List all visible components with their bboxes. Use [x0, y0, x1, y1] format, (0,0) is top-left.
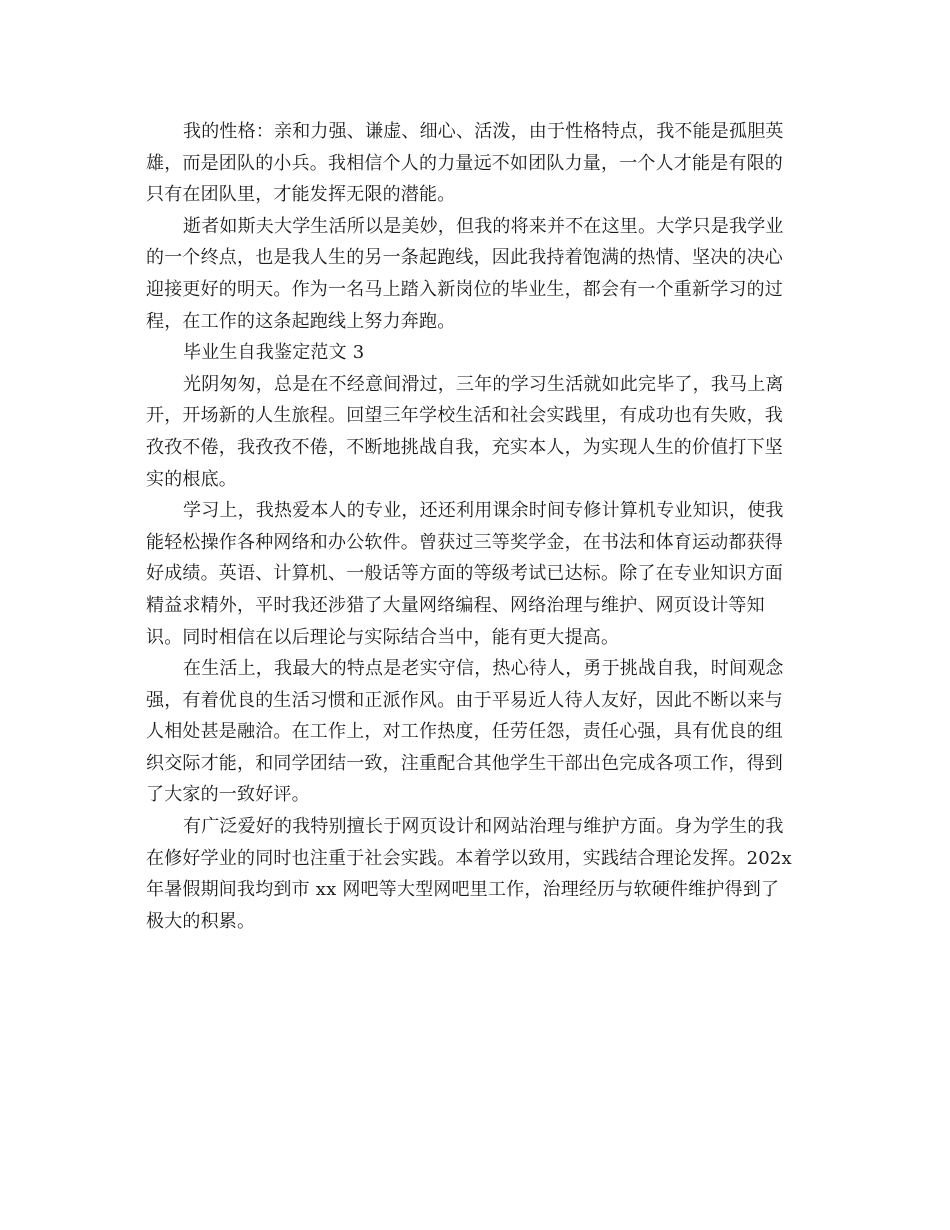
text-line: 孜孜不倦，我孜孜不倦，不断地挑战自我，充实本人，为实现人生的价值打下坚 — [146, 436, 783, 458]
text-line: 光阴匆匆，总是在不经意间滑过，三年的学习生活就如此完毕了，我马上离 — [183, 373, 784, 395]
text-line: 织交际才能，和同学团结一致，注重配合其他学生干部出色完成各项工作，得到 — [146, 752, 783, 774]
paragraph-hobbies — [146, 811, 806, 937]
text-line: 在修好学业的同时也注重于社会实践。本着学以致用，实践结合理论发挥。202x — [146, 847, 792, 869]
text-line: 逝者如斯夫大学生活所以是美妙，但我的将来并不在这里。大学只是我学业 — [183, 215, 784, 237]
paragraph-future — [146, 211, 806, 337]
paragraph-study — [146, 495, 806, 653]
text-line: 人相处甚是融洽。在工作上，对工作热度，任劳任怨，责任心强，具有优良的组 — [146, 721, 783, 743]
text-line: 识。同时相信在以后理论与实际结合当中，能有更大提高。 — [146, 626, 620, 648]
text-line: 好成绩。英语、计算机、一般话等方面的等级考试已达标。除了在专业知识方面 — [146, 563, 783, 585]
text-line: 迎接更好的明天。作为一名马上踏入新岗位的毕业生，都会有一个重新学习的过 — [146, 278, 783, 300]
paragraph-intro — [146, 369, 806, 495]
text-line: 精益求精外，平时我还涉猎了大量网络编程、网络治理与维护、网页设计等知 — [146, 594, 765, 616]
heading-text: 毕业生自我鉴定范文 3 — [183, 342, 365, 364]
document-body — [146, 116, 806, 937]
text-line: 了大家的一致好评。 — [146, 784, 310, 806]
text-line: 在生活上，我最大的特点是老实守信，热心待人，勇于挑战自我，时间观念 — [183, 658, 784, 680]
section-heading — [146, 337, 806, 369]
text-line: 开，开场新的人生旅程。回望三年学校生活和社会实践里，有成功也有失败，我 — [146, 405, 783, 427]
text-line: 极大的积累。 — [146, 910, 256, 932]
text-line: 只有在团队里，才能发挥无限的潜能。 — [146, 184, 456, 206]
text-line: 程，在工作的这条起跑线上努力奔跑。 — [146, 310, 456, 332]
text-line: 能轻松操作各种网络和办公软件。曾获过三等奖学金，在书法和体育运动都获得 — [146, 531, 783, 553]
text-line: 雄，而是团队的小兵。我相信个人的力量远不如团队力量，一个人才能是有限的 — [146, 152, 783, 174]
text-line: 强，有着优良的生活习惯和正派作风。由于平易近人待人友好，因此不断以来与 — [146, 689, 783, 711]
text-line: 学习上，我热爱本人的专业，还还利用课余时间专修计算机专业知识，使我 — [183, 500, 784, 522]
paragraph-life — [146, 653, 806, 811]
text-line: 有广泛爱好的我特别擅长于网页设计和网站治理与维护方面。身为学生的我 — [183, 816, 784, 838]
text-line: 我的性格：亲和力强、谦虚、细心、活泼，由于性格特点，我不能是孤胆英 — [183, 121, 784, 142]
text-line: 年暑假期间我均到市 xx 网吧等大型网吧里工作，治理经历与软硬件维护得到了 — [146, 879, 780, 901]
paragraph-personality — [146, 116, 806, 211]
text-line: 实的根底。 — [146, 468, 237, 490]
text-line: 的一个终点，也是我人生的另一条起跑线，因此我持着饱满的热情、坚决的决心 — [146, 247, 783, 269]
